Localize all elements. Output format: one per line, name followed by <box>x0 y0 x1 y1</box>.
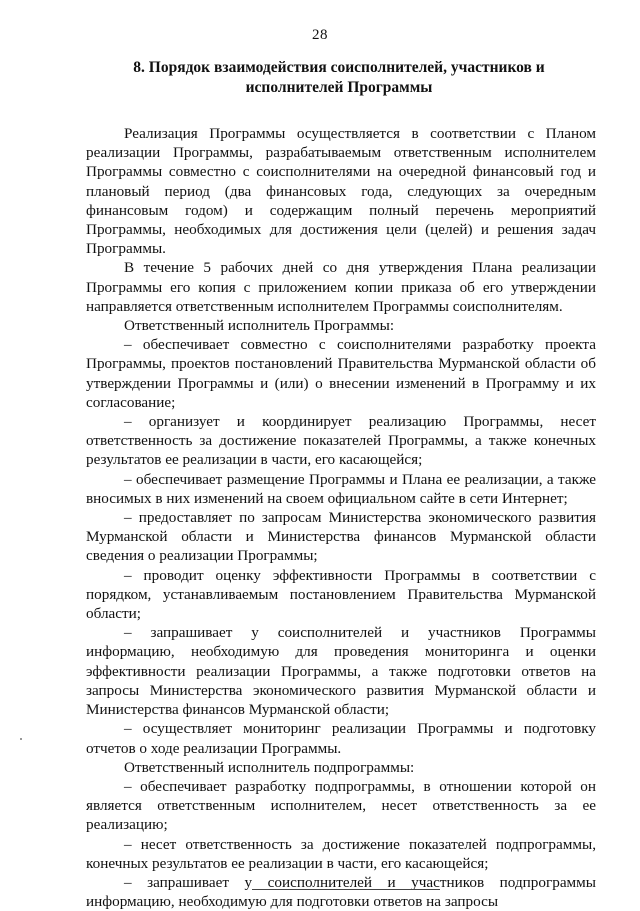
list-item: – обеспечивает размещение Программы и Плана ее реализации, а также вносимых в них изменений на своем официальном сайте в сети Интернет; <box>86 470 596 507</box>
list-item: – обеспечивает разработку подпрограммы, в отношении которой он является ответственным исполнителем, несет ответственность за ее реализацию; <box>86 777 596 834</box>
list-item: – осуществляет мониторинг реализации Программы и подготовку отчетов о ходе реализации Программы. <box>86 720 596 757</box>
list-item: – обеспечивает совместно с соисполнителями разработку проекта Программы, проектов постановлений Правительства Мурманской области об утверждении Программы и (или) о внесении изменений в Программу и их согласование; <box>86 336 596 411</box>
list-item: – предоставляет по запросам Министерства экономического развития Мурманской области и Министерства финансов Мурманской области сведения о реализации Программы; <box>86 509 596 565</box>
list-item: – организует и координирует реализацию Программы, несет ответственность за достижение показателей Программы, а также конечных результатов ее реализации в части, его касающейся; <box>86 413 596 469</box>
paragraph-plan-copy: В течение 5 рабочих дней со дня утверждения Плана реализации Программы его копия с приложением копии приказа об его утверждении направляется ответственным исполнителем Программы соисполнителям. <box>86 259 596 315</box>
list-item: – запрашивает у соисполнителей и участников Программы информацию, необходимую для проведения мониторинга и оценки эффективности реализации Программы, а также подготовки ответов на запросы Министерства экономического развития Мурманской области и Министерства финансов Мурманской области; <box>86 624 596 719</box>
paragraph-intro: Реализация Программы осуществляется в соответствии с Планом реализации Программы, разрабатываемым ответственным исполнителем Программы совместно с соисполнителями на очередной финансовый год и плановый период (два финансовых года, следующих за очередным финансовым годом) и содержащим полный перечень мероприятий Программы, необходимых для достижения цели (целей) и решения задач Программы. <box>86 125 596 258</box>
paragraph-responsible-executor-heading: Ответственный исполнитель Программы: <box>124 317 395 335</box>
document-body <box>86 124 596 911</box>
paragraph-subprogram-executor-heading: Ответственный исполнитель подпрограммы: <box>124 758 415 776</box>
list-item: – проводит оценку эффективности Программы в соответствии с порядком, устанавливаемым постановлением Правительства Мурманской области; <box>86 566 596 623</box>
list-item: – запрашивает у соисполнителей и участников подпрограммы информацию, необходимую для подготовки ответов на запросы <box>86 873 596 911</box>
scan-mark <box>20 738 22 740</box>
footer-rule <box>252 889 440 890</box>
page-number: 28 <box>312 27 328 43</box>
list-item: – несет ответственность за достижение показателей подпрограммы, конечных результатов ее реализации в части, его касающейся; <box>86 835 596 872</box>
section-title: 8. Порядок взаимодействия соисполнителей, участников и исполнителей Программы <box>133 59 545 96</box>
